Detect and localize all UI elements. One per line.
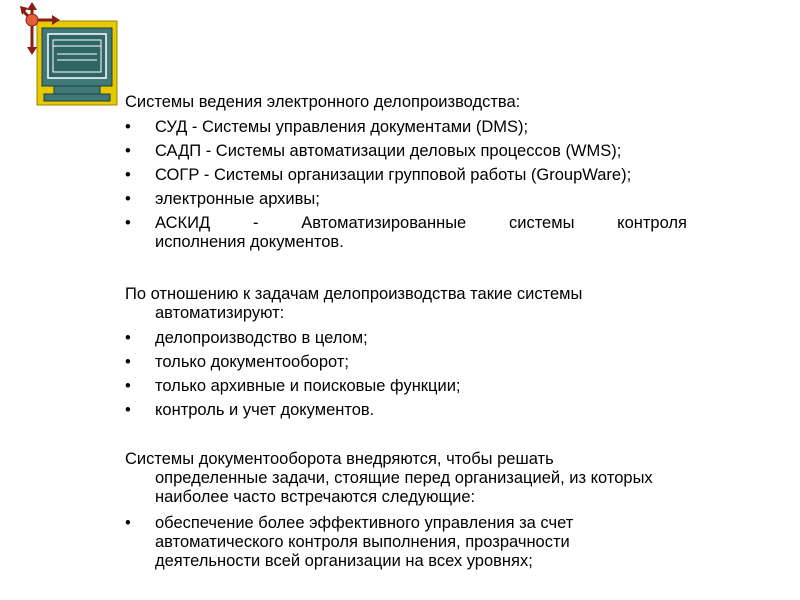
bullet: •	[125, 401, 131, 419]
computer-monitor-icon	[20, 2, 122, 106]
list-item: • СОГР - Системы организации групповой работы (GroupWare);	[125, 166, 632, 184]
bullet: •	[125, 118, 131, 136]
list-item: • САДП - Системы автоматизации деловых процессов (WMS);	[125, 142, 622, 160]
bullet: •	[125, 142, 131, 160]
bullet: •	[125, 514, 131, 532]
bullet: •	[125, 166, 131, 184]
section-heading: Системы ведения электронного делопроизводства:	[125, 93, 521, 111]
list-item: • только архивные и поисковые функции;	[125, 377, 461, 395]
list-item: • обеспечение более эффективного управления за счет автоматического контроля выполнения, прозрачности деятельности всей организации на всех уровнях;	[125, 514, 574, 570]
list-item: • контроль и учет документов.	[125, 401, 375, 419]
section-heading-cont: автоматизируют:	[155, 304, 285, 322]
bullet: •	[125, 329, 131, 347]
bullet: •	[125, 377, 131, 395]
list-item: • электронные архивы;	[125, 190, 320, 208]
bullet: •	[125, 214, 131, 232]
list-item: • СУД - Системы управления документами (DMS);	[125, 118, 529, 136]
list-item: • делопроизводство в целом;	[125, 329, 368, 347]
list-item: • АСКИД - Автоматизированные системы контроля исполнения документов.	[125, 214, 687, 251]
bullet: •	[125, 190, 131, 208]
section-3	[125, 450, 687, 570]
section-heading: Системы документооборота внедряются, чтобы решать	[125, 450, 554, 468]
section-heading-cont: наиболее часто встречаются следующие:	[155, 488, 476, 506]
section-heading: По отношению к задачам делопроизводства такие системы	[125, 285, 583, 303]
bullet: •	[125, 353, 131, 371]
section-2	[125, 285, 687, 419]
list-item: • только документооборот;	[125, 353, 349, 371]
section-heading-cont: определенные задачи, стоящие перед организацией, из которых	[155, 469, 653, 487]
